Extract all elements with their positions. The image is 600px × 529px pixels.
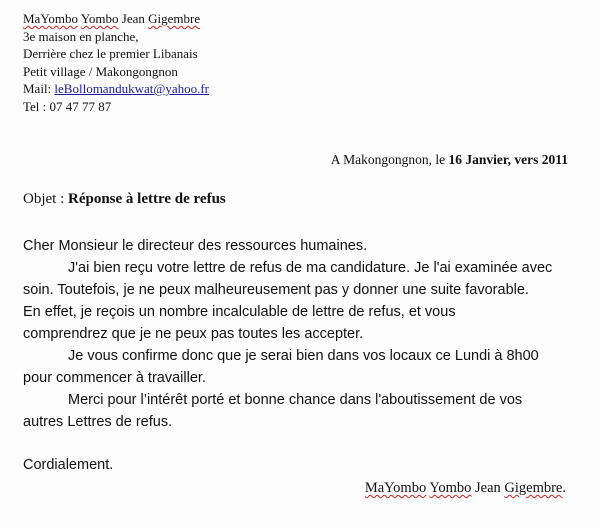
date-line [331,152,568,168]
sender-address-line-3: Petit village / Makongongnon [23,63,178,79]
date-value: 16 Janvier, vers 2011 [448,152,568,167]
sender-tel: Tel : 07 47 77 87 [23,98,112,114]
paragraph-2-line-1: Je vous confirme donc que je serai bien dans vos locaux ce Lundi à 8h00 [68,348,539,364]
subject-label: Objet : [23,191,68,207]
signature-end: . [562,480,566,496]
sender-block [23,10,209,115]
paragraph-1-line-3: En effet, je reçois un nombre incalculable de lettre de refus, et vous [23,304,456,320]
signature-first: MaYombo [364,480,427,496]
sender-address-line-2: Derrière chez le premier Libanais [23,46,198,61]
sender-name [23,10,209,28]
letter-body [23,235,578,433]
signature-second: Yombo [429,480,472,496]
paragraph-3-line-2: autres Lettres de refus. [23,414,173,430]
date-place: A Makongongnon, le [330,152,449,167]
paragraph-1-line-1: J'ai bien reçu votre lettre de refus de ma candidature. Je l'ai examinée avec [68,260,553,276]
paragraph-2-line-2: pour commencer à travailler. [23,370,206,386]
greeting: Cher Monsieur le directeur des ressources humaines. [23,238,368,254]
closing: Cordialement. [23,457,114,473]
signature-fourth: Gigembre [504,480,563,496]
sender-mail-line [23,80,209,98]
sender-name-first: MaYombo [23,11,79,26]
sender-address-line-1: 3e maison en planche, [23,28,139,44]
sender-name-second: Yombo [80,11,119,26]
paragraph-3-line-1: Merci pour l’intérêt porté et bonne chance dans l'aboutissement de vos [68,392,523,408]
signature [365,480,566,497]
mail-label: Mail: [23,81,55,96]
subject-text: Réponse à lettre de refus [68,191,226,207]
email-link[interactable]: leBollomandukwat@yahoo.fr [54,81,209,96]
sender-name-third: Jean [121,11,145,26]
sender-name-fourth: Gigembre [148,11,201,26]
signature-third: Jean [475,480,501,496]
subject-line [23,191,226,208]
paragraph-1-line-4: comprendrez que je ne peux pas toutes les accepter. [23,326,364,342]
paragraph-1-line-2: soin. Toutefois, je ne peux malheureusement pas y donner une suite favorable. [23,282,529,298]
